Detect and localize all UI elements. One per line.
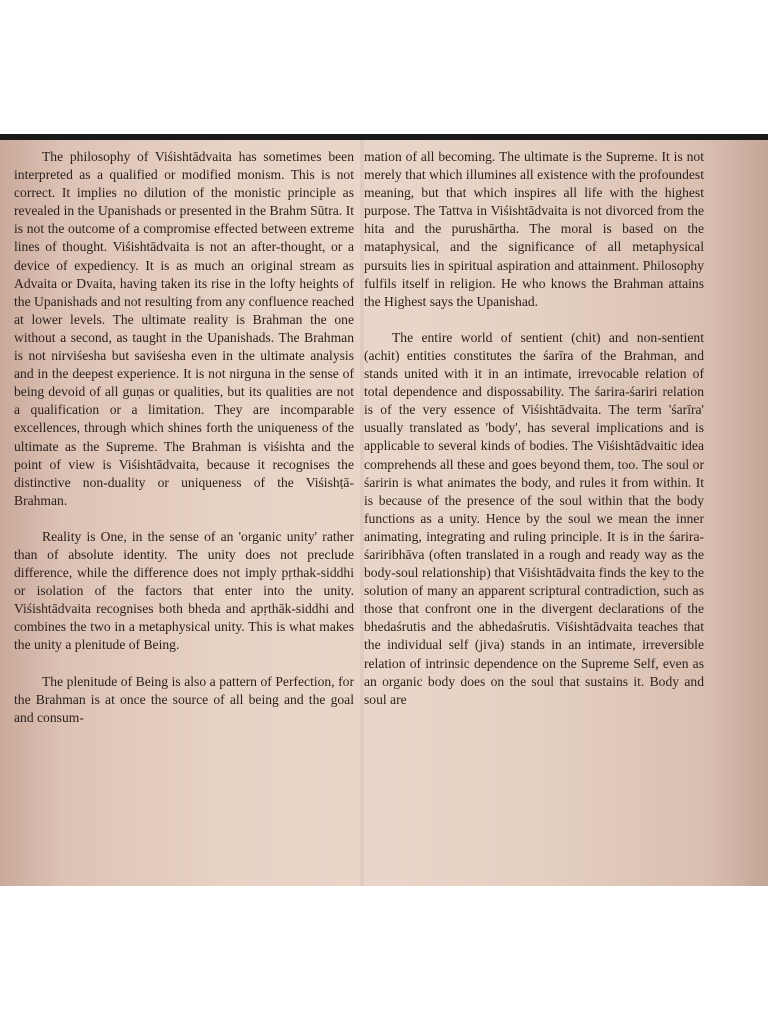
scanned-page — [0, 140, 768, 886]
paragraph: Reality is One, in the sense of an 'organic unity' rather than of absolute identity. The unity does not preclude difference, while the difference does not imply pṛthak-siddhi or isolation of the factors that enter into the unity. Viśishtādvaita recognises both bheda and apṛthāk-siddhi and combines the two in a metaphysical unity. This is what makes the unity a plenitude of Being. — [14, 528, 354, 653]
right-column — [364, 148, 704, 709]
paragraph: mation of all becoming. The ultimate is the Supreme. It is not merely that which illumines all existence with the profoundest meaning, but that which inspires all life with the highest purpose. The Tattva in Viśishtādvaita is not divorced from the hita and the purushārtha. The moral is based on the mataphysical, and the significance of all metaphysical pursuits lies in spiritual aspiration and attainment. Philosophy fulfils itself in religion. He who knows the Brahman attains the Highest says the Upanishad. — [364, 149, 704, 309]
left-column — [14, 148, 354, 727]
paragraph: The entire world of sentient (chit) and non-sentient (achit) entities constitutes the śarīra of the Brahman, and stands united with it in an intimate, irrevocable relation of total dependence and dispossability. The śarira-śariri relation is of the very essence of Viśishtādvaita. The term 'śarīra' usually translated as 'body', has several implications and is applicable to several kinds of bodies. The Viśishtādvaitic idea comprehends all these and goes beyond them, too. The soul or śaririn is what animates the body, and rules it from within. It is because of the presence of the soul within that the body functions as a unity. Hence by the soul we mean the inner animating, integrating and ruling principle. It is in the śarira-śariribhāva (often translated in a rough and ready way as the body-soul relationship) that Viśishtādvaita finds the key to the solution of many an apparent scriptural contradiction, such as those that confront one in the divergent declarations of the bhedaśrutis and the abhedaśrutis. Viśishtādvaita teaches that the individual self (jiva) stands in an intimate, irreversible relation of intrinsic dependence on the Supreme Self, even as an organic body does on the soul that sustains it. Body and soul are — [364, 329, 704, 707]
paragraph: The philosophy of Viśishtādvaita has sometimes been interpreted as a qualified or modified monism. This is not correct. It implies no dilution of the monistic principle as revealed in the Upanishads or presented in the Brahm Sūtra. It is not the outcome of a compromise effected between extreme lines of thought. Viśishtādvaita is not an after-thought, or a device of expediency. It is as much an original stream as Advaita or Dvaita, having taken its rise in the lofty heights of the Upanishads and not resulting from any confluence reached at lower levels. The ultimate reality is Brahman the one without a second, as taught in the Upanishads. The Brahman is not nirviśesha but saviśesha even in the ultimate analysis and in the deepest experience. It is not nirguna in the sense of being devoid of all guṇas or qualities, but its qualities are not a qualification or a limitation. They are incomparable excellences, through which shines forth the uniqueness of the ultimate as the Supreme. The Brahman is viśishta and the point of view is Viśishtādvaita, because it recognises the distinctive non-duality or uniqueness of the Viśishṭā-Brahman. — [14, 149, 354, 508]
paragraph: The plenitude of Being is also a pattern of Perfection, for the Brahman is at once the source of all being and the goal and consum- — [14, 673, 354, 725]
